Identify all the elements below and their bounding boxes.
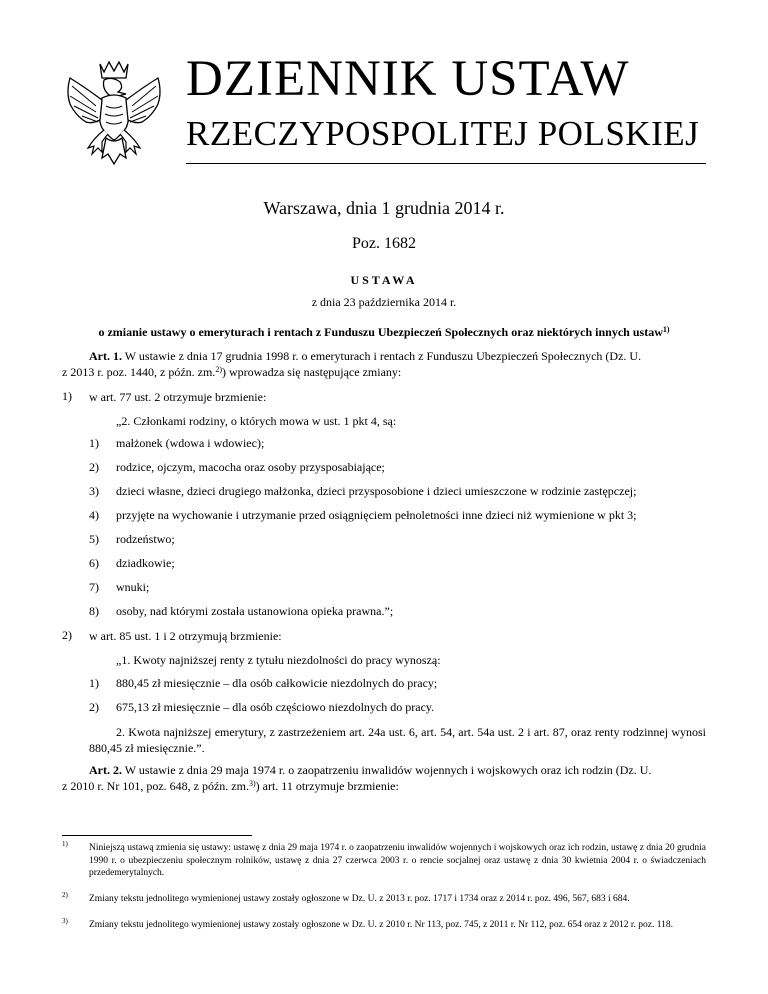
polish-eagle-emblem [60, 58, 168, 174]
footnote-2 [62, 893, 706, 906]
list-item-num: 2) [89, 460, 99, 474]
art1-text-cont: z 2013 r. poz. 1440, z późn. zm. [62, 365, 216, 379]
gazette-subtitle: RZECZYPOSPOLITEJ POLSKIEJ [186, 114, 700, 153]
footnote-number: 1) [62, 840, 68, 848]
list-item-num: 1) [89, 436, 99, 450]
footnote-text: Zmiany tekstu jednolitego wymienionej ustawy zostały ogłoszone w Dz. U. z 2010 r. Nr 113, poz. 745, z 2011 r. Nr 112, poz. 654 oraz z 2012 r. poz. 118. [89, 920, 674, 930]
art1-point2-num: 2) [62, 628, 72, 642]
list-item: 675,13 zł miesięcznie – dla osób częściowo niezdolnych do pracy. [116, 700, 435, 714]
list-item-num: 3) [89, 484, 99, 498]
list-item-num: 5) [89, 532, 99, 546]
act-type: USTAWA [350, 273, 418, 287]
art1-text: W ustawie z dnia 17 grudnia 1998 r. o emeryturach i rentach z Funduszu Ubezpieczeń Społecznych (Dz. U. [124, 349, 642, 363]
footnote-ref-3: 3) [248, 779, 256, 788]
footnote-text: Zmiany tekstu jednolitego wymienionej ustawy zostały ogłoszone w Dz. U. z 2013 r. poz. 1717 i 1734 oraz z 2014 r. poz. 496, 567, 683 i 684. [89, 894, 630, 904]
art1-point1-text: w art. 77 ust. 2 otrzymuje brzmienie: [89, 390, 267, 404]
footnote-text: Niniejszą ustawą zmienia się ustawy: ustawę z dnia 29 maja 1974 r. o zaopatrzeniu inwalidów wojennych i wojskowych oraz ich rodzin, ustawę z dnia 20 grudnia 1990 r. o ubezpieczeniu społecznym rolników, ustawę z dnia 27 czerwca 2003 r. o rencie socjalnej oraz ustawę z dnia 30 kwietnia 2004 r. o świadczeniach przedemerytalnych. [89, 843, 706, 878]
art2-label: Art. 2. [89, 763, 122, 777]
list-item: małżonek (wdowa i wdowiec); [116, 436, 265, 450]
list-item: przyjęte na wychowanie i utrzymanie przed osiągnięciem pełnoletności inne dzieci niż wymienione w pkt 3; [116, 508, 637, 522]
art1-point1-intro: „2. Członkami rodziny, o których mowa w ust. 1 pkt 4, są: [116, 414, 397, 428]
list-item-num: 7) [89, 580, 99, 594]
art1-label: Art. 1. [89, 349, 122, 363]
footnote-number: 3) [62, 917, 68, 925]
art1-intro [62, 348, 706, 380]
header-rule [186, 163, 706, 164]
art1-text-end: ) wprowadza się następujące zmiany: [221, 365, 402, 379]
footnote-1 [62, 842, 706, 880]
list-item: dzieci własne, dzieci drugiego małżonka, dzieci przysposobione i dzieci umieszczone w rodzinie zastępczej; [116, 484, 637, 498]
art1-point2-para: 2. Kwota najniższej emerytury, z zastrzeżeniem art. 24a ust. 6, art. 54, art. 54a ust. 2 i art. 87, oraz renty rodzinnej wynosi 880,45 zł miesięcznie.”. [89, 725, 706, 755]
act-subject-text: o zmianie ustawy o emeryturach i rentach z Funduszu Ubezpieczeń Społecznych oraz niektórych innych ustaw [98, 325, 663, 339]
art1-point1-num: 1) [62, 389, 72, 403]
list-item-num: 8) [89, 604, 99, 618]
act-date: z dnia 23 października 2014 r. [311, 295, 457, 309]
publication-date: Warszawa, dnia 1 grudnia 2014 r. [263, 198, 505, 218]
gazette-title: DZIENNIK USTAW [186, 51, 630, 107]
list-item: rodzice, ojczym, macocha oraz osoby przysposabiające; [116, 460, 385, 474]
list-item-num: 4) [89, 508, 99, 522]
position-number: Poz. 1682 [352, 235, 416, 252]
list-item: rodzeństwo; [116, 532, 175, 546]
footnote-ref-2: 2) [215, 365, 222, 374]
art2-text-end: ) art. 11 otrzymuje brzmienie: [255, 779, 399, 793]
list-item-num: 1) [89, 676, 99, 690]
list-item: 880,45 zł miesięcznie – dla osób całkowicie niezdolnych do pracy; [116, 676, 438, 690]
footnote-number: 2) [62, 891, 68, 899]
list-item-num: 2) [89, 700, 99, 714]
footnote-rule [62, 835, 252, 836]
art1-point2-intro: „1. Kwoty najniższej renty z tytułu niezdolności do pracy wynoszą: [116, 653, 441, 667]
list-item-num: 6) [89, 556, 99, 570]
list-item: dziadkowie; [116, 556, 175, 570]
act-subject [0, 325, 768, 340]
art2-text-cont: z 2010 r. Nr 101, poz. 648, z późn. zm. [62, 779, 249, 793]
list-item: wnuki; [116, 580, 150, 594]
art1-point2-text: w art. 85 ust. 1 i 2 otrzymują brzmienie: [89, 629, 282, 643]
footnote-ref-1: 1) [662, 325, 670, 334]
list-item: osoby, nad którymi została ustanowiona opieka prawna.”; [116, 604, 394, 618]
art2-text: W ustawie z dnia 29 maja 1974 r. o zaopatrzeniu inwalidów wojennych i wojskowych oraz ich rodzin (Dz. U. [124, 763, 652, 777]
art2-intro [62, 762, 706, 794]
footnote-3 [62, 919, 706, 932]
